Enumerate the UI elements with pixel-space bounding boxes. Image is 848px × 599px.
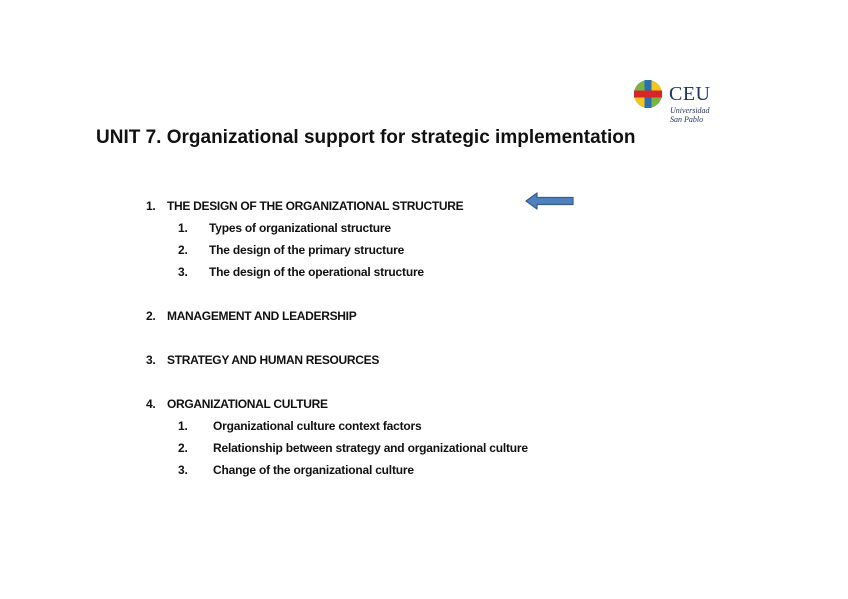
logo-subtitle-line2: San Pablo [670,115,704,124]
subsection-item [146,415,666,437]
section-spacer [146,371,666,393]
section-heading [146,393,666,415]
section-heading [146,195,666,217]
section-label: THE DESIGN OF THE ORGANIZATIONAL STRUCTURE [167,199,464,213]
subsection-number: 3. [178,265,188,279]
section-label: ORGANIZATIONAL CULTURE [167,397,328,411]
subsection-label: Relationship between strategy and organizational culture [213,441,528,455]
subsection-label: The design of the primary structure [209,243,405,257]
subsection-item [146,261,666,283]
subsection-item [146,217,666,239]
section-number: 3. [146,353,156,367]
logo-subtitle [670,106,740,124]
subsection-item [146,239,666,261]
ceu-logo [633,79,733,127]
section-number: 1. [146,199,156,213]
section-heading [146,349,666,371]
outline-section-4 [146,393,666,481]
section-heading [146,305,666,327]
subsection-number: 3. [178,463,188,477]
subsection-number: 1. [178,419,188,433]
subsection-item [146,437,666,459]
section-spacer [146,327,666,349]
logo-wordmark: CEU [669,83,711,105]
subsection-number: 1. [178,221,188,235]
section-number: 2. [146,309,156,323]
subsection-number: 2. [178,441,188,455]
outline-section-2 [146,305,666,327]
section-label: MANAGEMENT AND LEADERSHIP [167,309,357,323]
outline-section-3 [146,349,666,371]
section-number: 4. [146,397,156,411]
section-label: STRATEGY AND HUMAN RESOURCES [167,353,380,367]
subsection-label: The design of the operational structure [209,265,424,279]
subsection-label: Change of the organizational culture [213,463,414,477]
logo-subtitle-line1: Universidad [670,106,710,115]
subsection-label: Organizational culture context factors [213,419,422,433]
section-spacer [146,283,666,305]
page-title: UNIT 7. Organizational support for strategic implementation [96,127,636,148]
subsection-label: Types of organizational structure [209,221,391,235]
subsection-number: 2. [178,243,188,257]
ceu-emblem-icon [633,79,663,109]
subsection-item [146,459,666,481]
outline-section-1 [146,195,666,283]
unit-outline [146,195,666,481]
